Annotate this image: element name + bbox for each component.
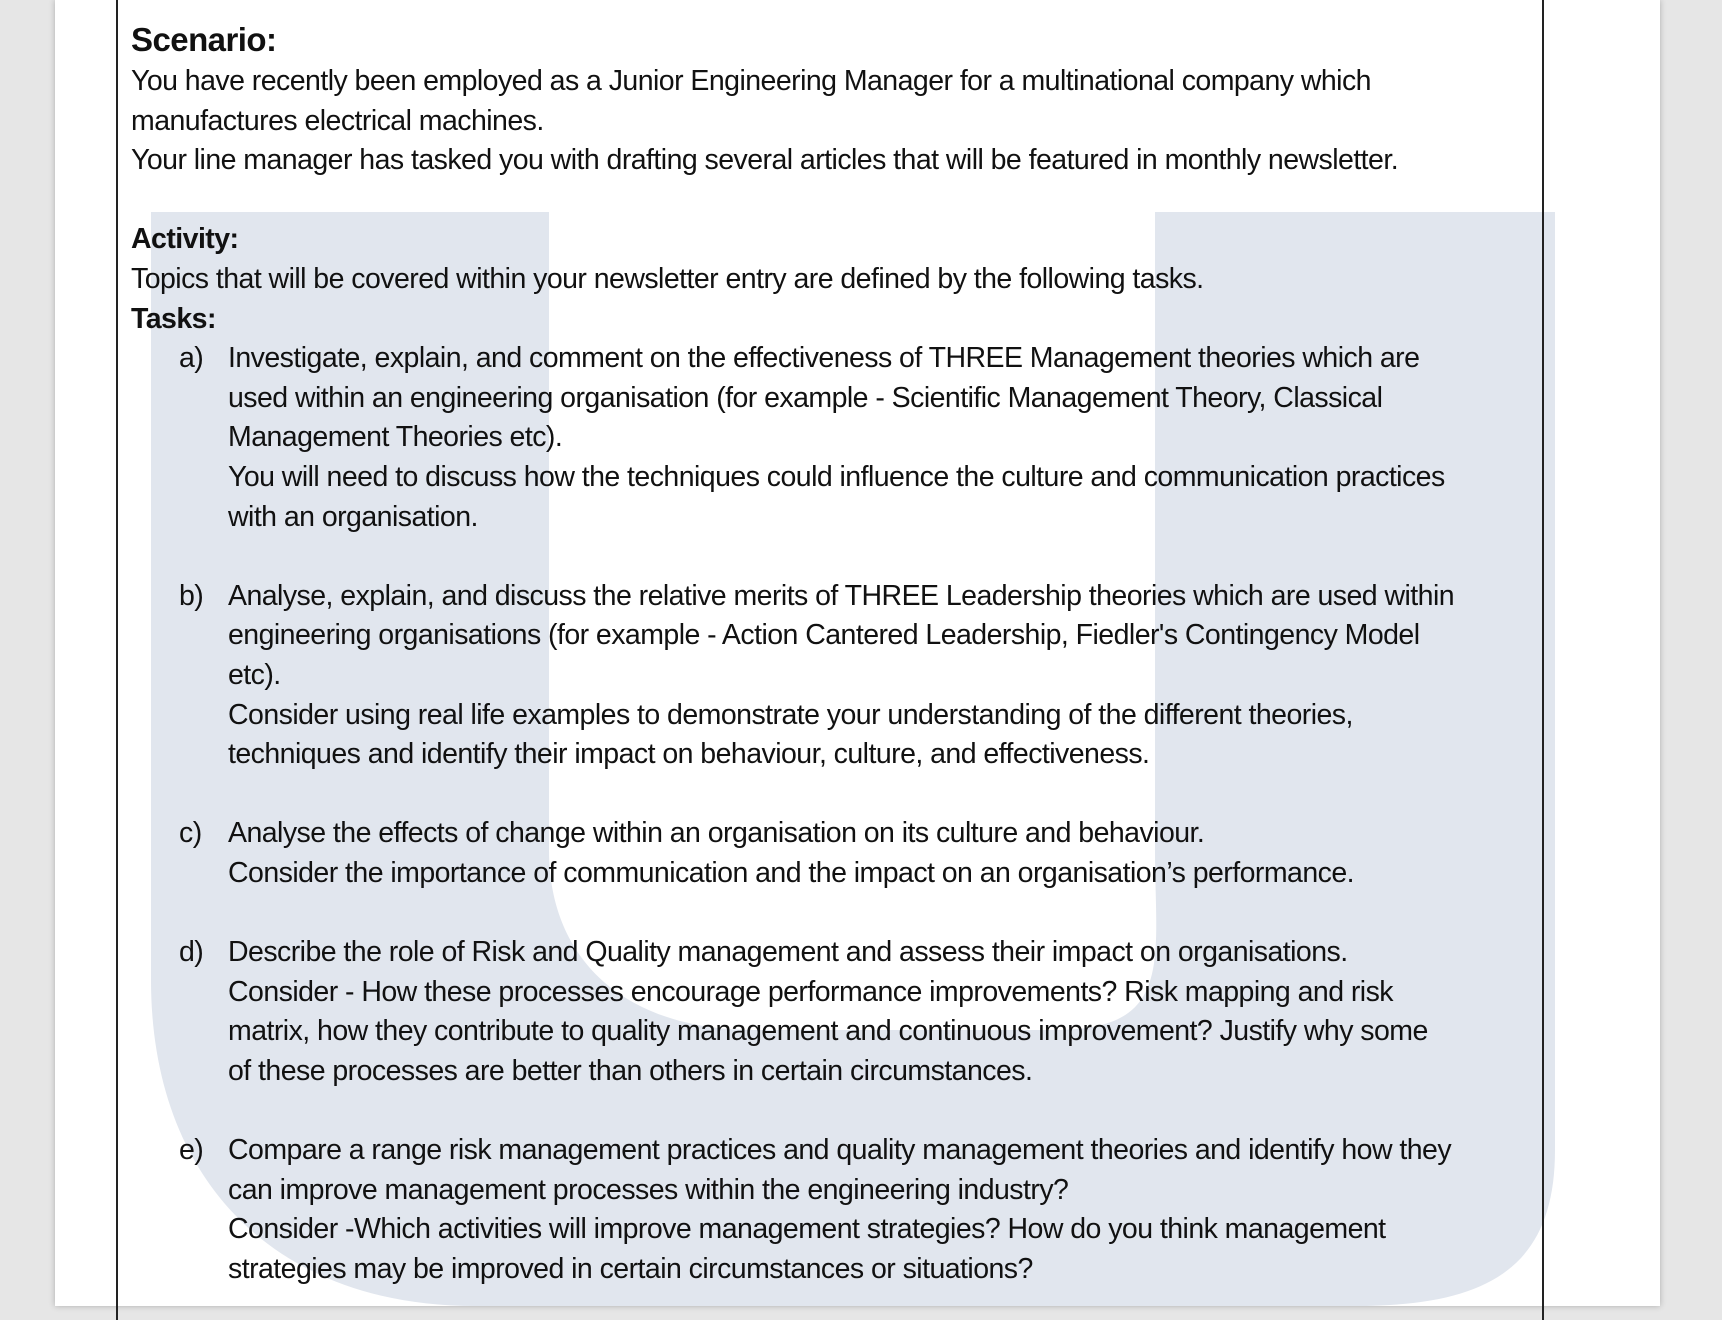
task-c	[131, 814, 1531, 893]
task-a	[131, 339, 1531, 537]
scenario-line: manufactures electrical machines.	[131, 104, 544, 137]
task-d	[131, 933, 1531, 1091]
task-line: Investigate, explain, and comment on the effectiveness of THREE Management theories which are	[228, 342, 1420, 375]
task-line: of these processes are better than others in certain circumstances.	[228, 1054, 1033, 1087]
task-line: matrix, how they contribute to quality management and continuous improvement? Justify why some	[228, 1015, 1428, 1048]
scenario-line: You have recently been employed as a Junior Engineering Manager for a multinational company which	[131, 65, 1371, 97]
activity-intro: Topics that will be covered within your newsletter entry are defined by the following tasks.	[131, 262, 1204, 295]
task-line: etc).	[228, 658, 281, 691]
scenario-heading: Scenario:	[131, 21, 277, 58]
task-b	[131, 577, 1531, 775]
task-marker: c)	[179, 817, 202, 850]
task-line: Analyse, explain, and discuss the relative merits of THREE Leadership theories which are used within	[228, 579, 1455, 612]
task-marker: e)	[179, 1134, 204, 1167]
activity-heading: Activity:	[131, 223, 239, 256]
task-marker: a)	[179, 342, 204, 375]
scenario-line: Your line manager has tasked you with drafting several articles that will be featured in monthly newsletter.	[131, 144, 1399, 177]
task-line: can improve management processes within the engineering industry?	[228, 1173, 1069, 1206]
task-line: Consider using real life examples to demonstrate your understanding of the different theories,	[228, 698, 1353, 731]
task-line: techniques and identify their impact on behaviour, culture, and effectiveness.	[228, 738, 1150, 771]
task-e	[131, 1131, 1531, 1289]
task-line: Management Theories etc).	[228, 421, 563, 454]
task-line: Describe the role of Risk and Quality management and assess their impact on organisations.	[228, 936, 1348, 969]
task-line: Compare a range risk management practices and quality management theories and identify how they	[228, 1134, 1452, 1167]
task-line: with an organisation.	[228, 500, 478, 533]
document-content	[131, 18, 1531, 1289]
task-line: engineering organisations (for example - Action Cantered Leadership, Fiedler's Contingency Model	[228, 619, 1420, 652]
task-line: Analyse the effects of change within an organisation on its culture and behaviour.	[228, 817, 1205, 850]
tasks-heading: Tasks:	[131, 302, 216, 335]
task-line: Consider the importance of communication and the impact on an organisation’s performance.	[228, 856, 1355, 889]
task-line: You will need to discuss how the techniques could influence the culture and communication practices	[228, 460, 1445, 493]
task-line: Consider - How these processes encourage performance improvements? Risk mapping and risk	[228, 975, 1393, 1008]
task-line: Consider -Which activities will improve management strategies? How do you think management	[228, 1213, 1386, 1246]
document-page	[55, 0, 1660, 1306]
task-marker: b)	[179, 579, 204, 612]
task-marker: d)	[179, 936, 204, 969]
task-line: used within an engineering organisation (for example - Scientific Management Theory, Classical	[228, 381, 1383, 414]
task-line: strategies may be improved in certain circumstances or situations?	[228, 1252, 1033, 1285]
